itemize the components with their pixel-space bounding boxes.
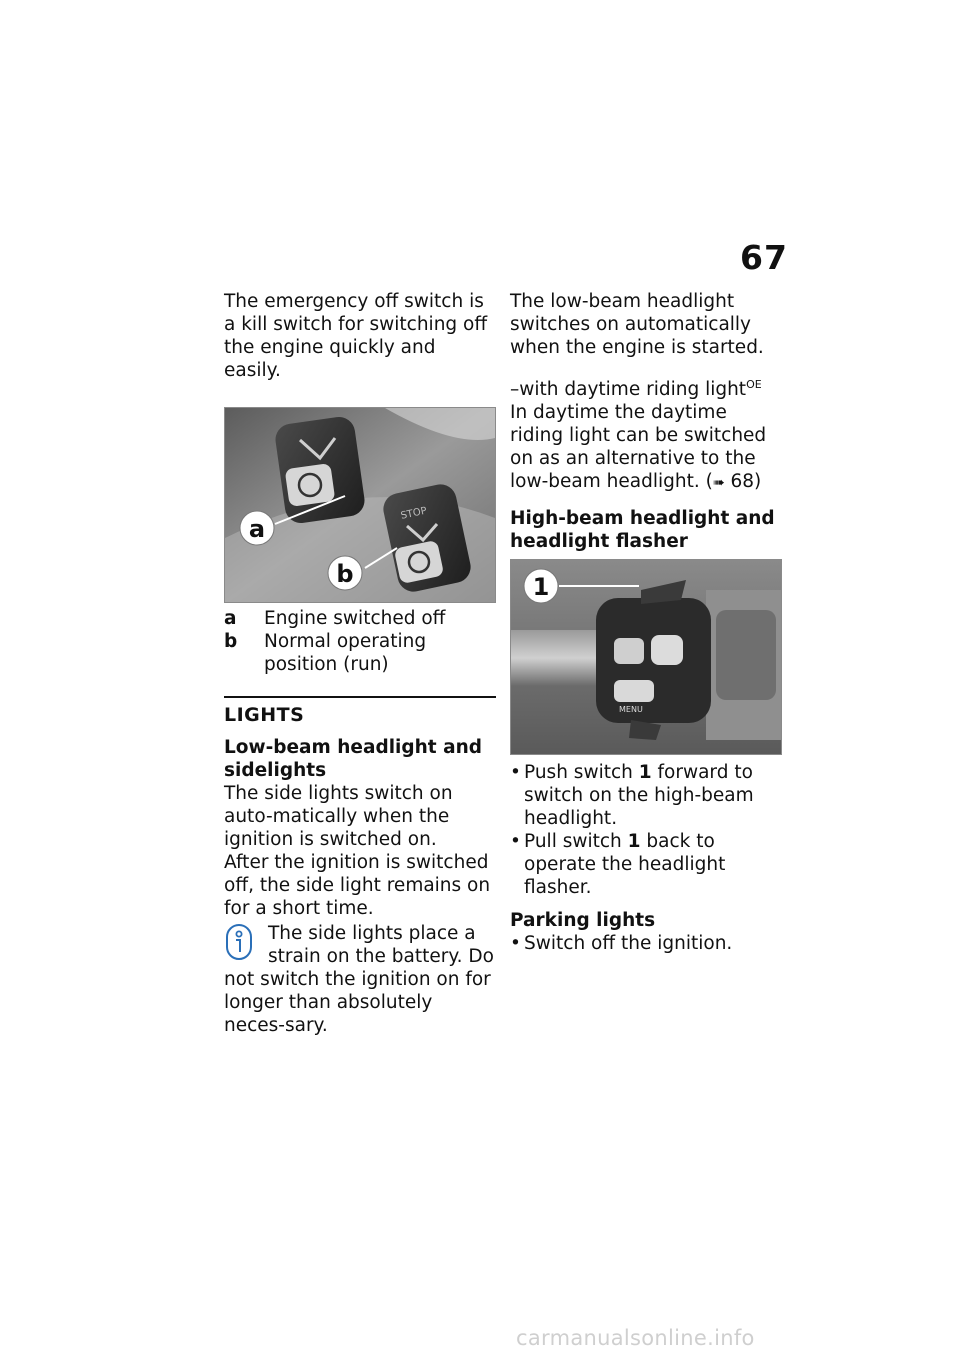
lowbeam-auto-text: The low-beam headlight switches on automatically when the engine is started. — [510, 291, 764, 358]
legend-key-b: b — [224, 631, 238, 652]
highbeam-steps — [510, 761, 782, 899]
right-column — [510, 290, 782, 955]
drl-title — [510, 373, 782, 401]
highbeam-heading: High-beam headlight and headlight flasher — [510, 508, 775, 553]
page-ref-arrow-icon: ➠ — [712, 475, 725, 492]
list-item: • Switch off the ignition. — [510, 932, 782, 955]
photo-label-a: a — [248, 515, 266, 543]
handlebar-switch-photo — [510, 559, 782, 755]
info-icon — [226, 924, 252, 960]
lowbeam-paragraph-2: After the ignition is switched off, the side light remains on for a short time. — [224, 852, 491, 919]
section-title-lights: LIGHTS — [224, 696, 496, 727]
watermark-footer: carmanualsonline.info — [516, 1326, 755, 1350]
left-column — [224, 290, 496, 1037]
emergency-switch-photo — [224, 407, 496, 603]
oe-badge: OE — [746, 378, 762, 391]
photo-legend — [224, 607, 496, 676]
page-ref[interactable]: 68 — [730, 471, 754, 493]
note-text-first: The side lights place a strain on the battery. Do — [268, 923, 494, 967]
photo-label-1: 1 — [532, 573, 550, 602]
legend-text-b: Normal operating position (run) — [264, 631, 427, 675]
drl-text-line: In daytime the daytime riding light can be switched on as an alternative to the low-beam headlight. (➠ 68) — [510, 402, 767, 493]
photo-label-b: b — [336, 560, 354, 588]
list-item: • Push switch 1 forward to switch on the high-beam headlight. — [510, 761, 782, 830]
lowbeam-paragraph-1: The side lights switch on auto-matically when the ignition is switched on. — [224, 783, 453, 850]
info-note — [224, 922, 496, 1037]
parking-steps — [510, 932, 782, 955]
list-item: • Pull switch 1 back to operate the headlight flasher. — [510, 830, 782, 899]
legend-text-a: Engine switched off — [264, 608, 446, 629]
menu-text: MENU — [619, 705, 643, 715]
note-text-rest: not switch the ignition on for longer than absolutely neces-sary. — [224, 969, 491, 1036]
lowbeam-heading: Low-beam headlight and sidelights — [224, 737, 482, 781]
drl-title-text: –with daytime riding light — [510, 379, 747, 401]
emergency-off-intro: The emergency off switch is a kill switch for switching off the engine quickly and easily. — [224, 291, 488, 381]
page-number: 67 — [740, 238, 788, 277]
stop-text: STOP — [399, 505, 428, 522]
drl-text: In daytime the daytime riding light can be switched on as an alternative to the low-beam headlight. — [510, 402, 767, 493]
parking-heading: Parking lights — [510, 910, 656, 932]
legend-key-a: a — [224, 608, 237, 629]
